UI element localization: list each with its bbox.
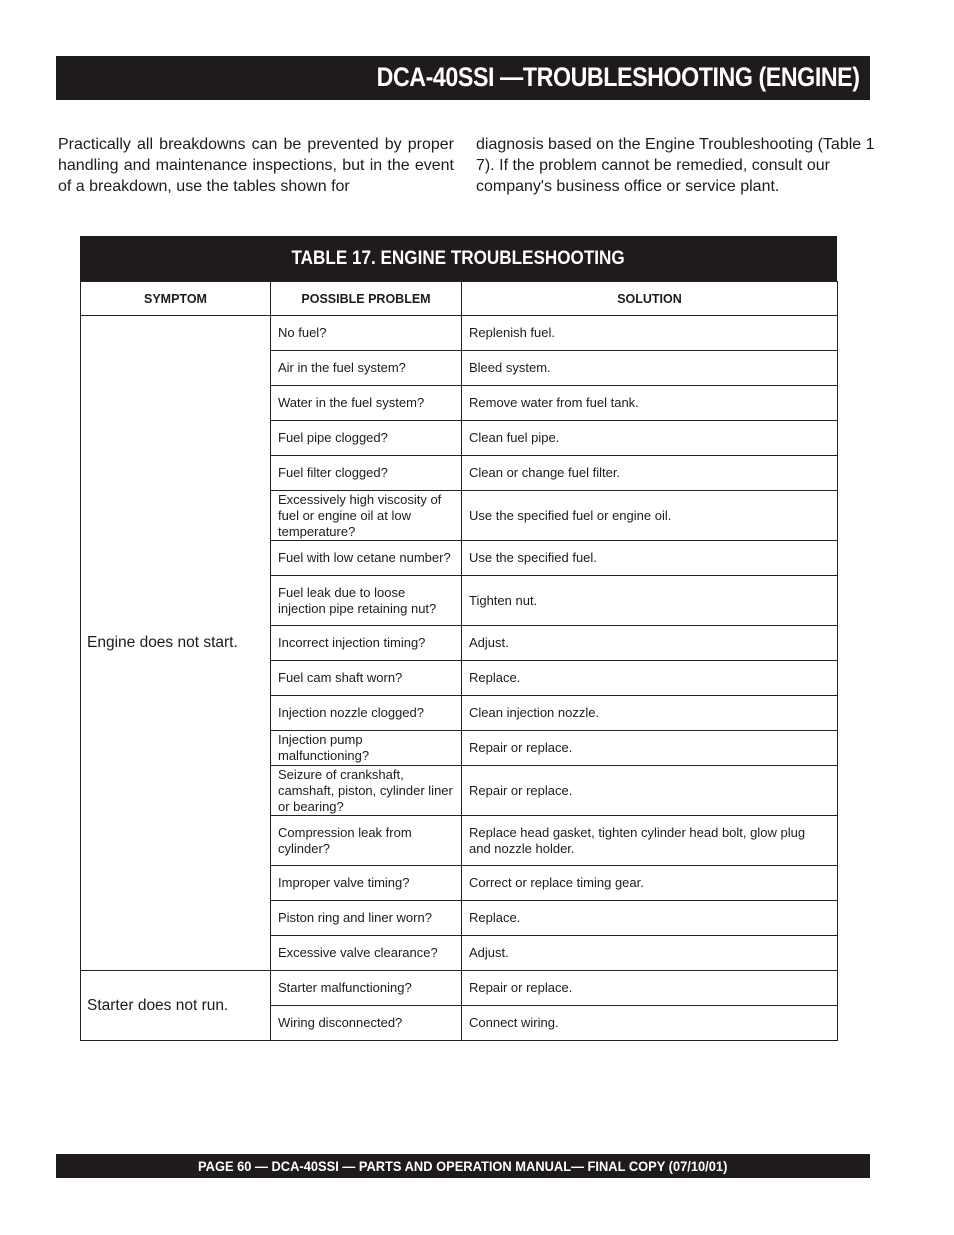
table-row <box>81 316 838 351</box>
possible-problem-cell: Seizure of crankshaft, camshaft, piston, cylinder liner or bearing? <box>271 766 462 816</box>
solution-cell: Repair or replace. <box>462 731 838 766</box>
page-footer <box>56 1154 870 1178</box>
solution-cell: Bleed system. <box>462 351 838 386</box>
solution-cell: Replace. <box>462 901 838 936</box>
intro-text-right: diagnosis based on the Engine Troubleshooting (Table 1 7). If the problem cannot be remedied, consult our company's business office or service plant. <box>476 136 875 195</box>
solution-cell: Replenish fuel. <box>462 316 838 351</box>
intro-paragraph-left <box>58 134 454 197</box>
possible-problem-cell: Air in the fuel system? <box>271 351 462 386</box>
possible-problem-cell: Starter malfunctioning? <box>271 971 462 1006</box>
table-caption <box>80 236 837 281</box>
possible-problem-cell: Improper valve timing? <box>271 866 462 901</box>
symptom-cell: Engine does not start. <box>81 316 271 971</box>
table-body <box>81 316 838 1041</box>
intro-paragraph-right <box>476 134 876 197</box>
intro-text-left: Practically all breakdowns can be prevented by proper handling and maintenance inspections, but in the event of a breakdown, use the tables shown for <box>58 136 454 195</box>
possible-problem-cell: Injection nozzle clogged? <box>271 696 462 731</box>
possible-problem-cell: Excessive valve clearance? <box>271 936 462 971</box>
possible-problem-cell: Injection pump malfunctioning? <box>271 731 462 766</box>
solution-cell: Repair or replace. <box>462 971 838 1006</box>
possible-problem-cell: Piston ring and liner worn? <box>271 901 462 936</box>
solution-cell: Replace. <box>462 661 838 696</box>
possible-problem-cell: Excessively high viscosity of fuel or engine oil at low temperature? <box>271 491 462 541</box>
table-row <box>81 971 838 1006</box>
solution-cell: Connect wiring. <box>462 1006 838 1041</box>
possible-problem-cell: Fuel leak due to loose injection pipe retaining nut? <box>271 576 462 626</box>
column-header-possible-problem: POSSIBLE PROBLEM <box>271 282 462 316</box>
possible-problem-cell: Fuel filter clogged? <box>271 456 462 491</box>
solution-cell: Adjust. <box>462 626 838 661</box>
solution-cell: Tighten nut. <box>462 576 838 626</box>
solution-cell: Adjust. <box>462 936 838 971</box>
possible-problem-cell: Wiring disconnected? <box>271 1006 462 1041</box>
solution-cell: Clean or change fuel filter. <box>462 456 838 491</box>
solution-cell: Remove water from fuel tank. <box>462 386 838 421</box>
page-title: DCA-40SSI —TROUBLESHOOTING (ENGINE) <box>377 62 860 92</box>
solution-cell: Replace head gasket, tighten cylinder head bolt, glow plug and nozzle holder. <box>462 816 838 866</box>
possible-problem-cell: Fuel with low cetane number? <box>271 541 462 576</box>
solution-cell: Correct or replace timing gear. <box>462 866 838 901</box>
troubleshooting-table-container <box>80 236 837 1041</box>
possible-problem-cell: Incorrect injection timing? <box>271 626 462 661</box>
possible-problem-cell: Fuel pipe clogged? <box>271 421 462 456</box>
footer-text: PAGE 60 — DCA-40SSI — PARTS AND OPERATION MANUAL— FINAL COPY (07/10/01) <box>198 1158 728 1174</box>
solution-cell: Repair or replace. <box>462 766 838 816</box>
solution-cell: Use the specified fuel or engine oil. <box>462 491 838 541</box>
possible-problem-cell: Compression leak from cylinder? <box>271 816 462 866</box>
possible-problem-cell: No fuel? <box>271 316 462 351</box>
solution-cell: Clean injection nozzle. <box>462 696 838 731</box>
page-header-bar <box>56 56 870 100</box>
column-header-symptom: SYMPTOM <box>81 282 271 316</box>
table-caption-text: TABLE 17. ENGINE TROUBLESHOOTING <box>291 248 626 269</box>
possible-problem-cell: Water in the fuel system? <box>271 386 462 421</box>
solution-cell: Use the specified fuel. <box>462 541 838 576</box>
troubleshooting-table <box>80 281 838 1041</box>
possible-problem-cell: Fuel cam shaft worn? <box>271 661 462 696</box>
symptom-cell: Starter does not run. <box>81 971 271 1041</box>
solution-cell: Clean fuel pipe. <box>462 421 838 456</box>
column-header-solution: SOLUTION <box>462 282 838 316</box>
